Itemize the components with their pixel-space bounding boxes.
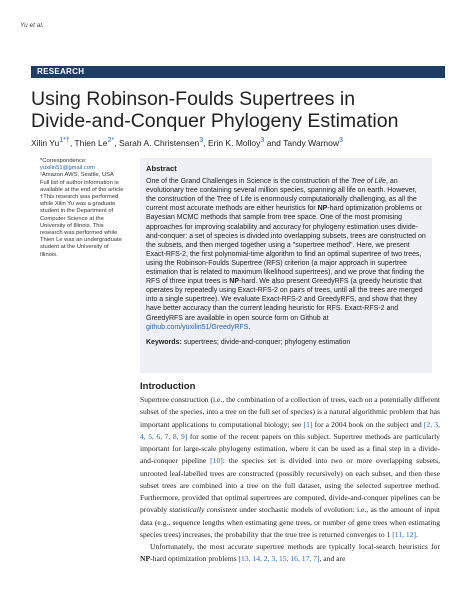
citation-link[interactable]: [2, 3, 4, 5, 6, 7, 8, 9] bbox=[140, 419, 440, 441]
abstract-heading: Abstract bbox=[146, 164, 177, 173]
author-1-affil[interactable]: 1*† bbox=[59, 136, 70, 144]
sidebar-line: ¹Amazon AWS, Seattle, USA bbox=[40, 172, 114, 179]
author-5: Tandy Warnow bbox=[283, 137, 340, 148]
intro-paragraph-1 bbox=[140, 394, 440, 541]
abstract-text bbox=[146, 177, 426, 332]
intro-text: Supertree construction (i.e., the combination of a collection of trees, each on a potentially different subset of the species, into a tree on the full set of species) is a natural algorithmic problem that has important applications to computational biology; see bbox=[140, 395, 440, 429]
author-2-affil[interactable]: 2* bbox=[107, 136, 115, 144]
correspondence-email-link[interactable]: yuxilin51@gmail.com bbox=[40, 165, 95, 172]
np-term: NP bbox=[317, 205, 328, 213]
sidebar-line: student in the Department of bbox=[40, 208, 114, 215]
abstract-text-part: -hard. We also present GreedyRFS (a greedy heuristic that operates by repeatedly using Exact-RFS-2 on pairs of trees, until all the trees are merged into a single supertree). We evaluate Exact-RFS-2 and GreedyRFS, and show that they have better accuracy than the current leading heuristic for RFS. Exact-RFS-2 and GreedyRFS are available in open source form on Github at bbox=[146, 278, 423, 322]
np-term: NP bbox=[229, 278, 240, 286]
sidebar-line: University of Illinois. This bbox=[40, 222, 104, 229]
intro-text: -hard optimization problems bbox=[150, 554, 237, 564]
np-term: NP bbox=[140, 554, 151, 564]
sidebar-line: while Xilin Yu was a graduate bbox=[40, 201, 116, 208]
keywords-text: supertrees; divide-and-conquer; phylogeny estimation bbox=[183, 338, 351, 346]
intro-text: Unfortunately, the most accurate supertree methods are typically local-search heuristics for bbox=[150, 542, 440, 551]
github-link[interactable]: github.com/yuxilin51/GreedyRFS bbox=[146, 323, 249, 331]
abstract-emphasis: Tree of Life bbox=[351, 178, 386, 186]
sidebar-line: Computer Science at the bbox=[40, 215, 104, 222]
author-list: Xilin Yu$^{1*\dagger}$, Thien Le$^{2*}$, Sarah A. Christensen$^3$, Erin K. Molloy$^3$ and Tandy Warnow$^3$ bbox=[31, 136, 343, 148]
citation-link[interactable]: [13, 14, 2, 3, 15, 16, 17, 7] bbox=[238, 554, 320, 564]
introduction-heading: Introduction bbox=[140, 381, 196, 392]
citation-link[interactable]: [11, 12] bbox=[392, 529, 417, 539]
abstract-text-part: , an evolutionary tree containing several million species, spanning all life on earth. However, the construction of the Tree of Life is enormously computationally challenging, as all the current most accurate methods are either heuristics for bbox=[146, 178, 417, 213]
intro-emphasis: statistically consistent bbox=[169, 505, 237, 515]
intro-text: for a 2004 book on the subject and bbox=[314, 419, 422, 429]
author-3-affil[interactable]: 3 bbox=[199, 136, 204, 144]
introduction-body bbox=[140, 394, 440, 566]
abstract-text-part: -hard optimization problems or Bayesian MCMC methods that sample from tree space. One of the most promising approaches for improving scalability and accuracy for phylogeny estimation uses divide-and-conquer: a set of species is divided into overlapping subsets, trees are constructed on the subsets, and then merged together using a "supertree method". Here, we present Exact-RFS-2, the first polynomial-time algorithm to find an optimal supertree of two trees, using the Robinson-Foulds Supertree (RFS) criterion (a major approach in supertree estimation that is related to maximum likelihood supertrees), and we prove that finding the RFS of three input trees is bbox=[146, 205, 426, 286]
sidebar-line: available at the end of the article bbox=[40, 186, 124, 193]
author-conjunction: and bbox=[266, 137, 281, 148]
sidebar-line: research was performed while bbox=[40, 230, 118, 237]
sidebar-line: Full list of author information is bbox=[40, 179, 119, 186]
intro-text: for some of the recent papers on this subject. Supertree methods are particularly important for large-scale phylogeny estimation, where it can be used as a final step in a divide-and-conquer pipeline bbox=[140, 431, 440, 466]
intro-paragraph-2 bbox=[140, 541, 440, 566]
author-4-affil[interactable]: 3 bbox=[260, 136, 265, 144]
sidebar-line: *Correspondence: bbox=[40, 158, 87, 164]
citation-link[interactable]: [1] bbox=[303, 419, 313, 429]
abstract-text-part: . bbox=[248, 323, 251, 331]
section-label: RESEARCH bbox=[37, 67, 85, 76]
author-1: Xilin Yu bbox=[31, 137, 60, 148]
title-line-1: Using Robinson-Foulds Supertrees in bbox=[31, 88, 356, 110]
citation-link[interactable]: [10] bbox=[210, 456, 223, 466]
author-5-affil[interactable]: 3 bbox=[339, 136, 343, 144]
sidebar-line: student at the University of bbox=[40, 244, 109, 251]
abstract-box bbox=[140, 158, 432, 373]
intro-text: : the species set is divided into two or more overlapping subsets, unrooted leaf-labelled trees are constructed (possibly recursively) on each subset, and then these subset trees are combined into a tree on the full dataset, using the selected supertree method. Furthermore, provided that optimal supertrees are computed, divide-and-conquer pipelines can be provably bbox=[140, 456, 440, 515]
intro-text: under stochastic models of evolution: i.e., as the amount of input data (e.g., sequence lengths when estimating gene trees, or number of gene trees when estimating species trees) increases, the probability that the true tree is returned converges to 1 bbox=[140, 505, 440, 539]
intro-text: . bbox=[416, 529, 418, 539]
author-2: Thien Le bbox=[74, 137, 108, 148]
author-3: Sarah A. Christensen bbox=[118, 137, 200, 148]
abstract-text-part: One of the Grand Challenges in Science is the construction of the bbox=[146, 178, 350, 186]
sidebar-line: Illinois. bbox=[40, 251, 58, 258]
intro-text: , and are bbox=[319, 554, 346, 564]
section-bar bbox=[31, 66, 445, 78]
paper-title bbox=[31, 88, 451, 132]
keywords-label: Keywords: bbox=[146, 338, 182, 346]
sidebar-line: †This research was performed bbox=[40, 194, 119, 201]
title-line-2: Divide-and-Conquer Phylogeny Estimation bbox=[31, 110, 399, 132]
correspondence-sidebar bbox=[40, 158, 132, 259]
keywords bbox=[146, 338, 426, 347]
running-head: Yu et al. bbox=[20, 22, 44, 29]
author-4: Erin K. Molloy bbox=[207, 137, 261, 148]
sidebar-line: Thien Le was an undergraduate bbox=[40, 237, 122, 244]
